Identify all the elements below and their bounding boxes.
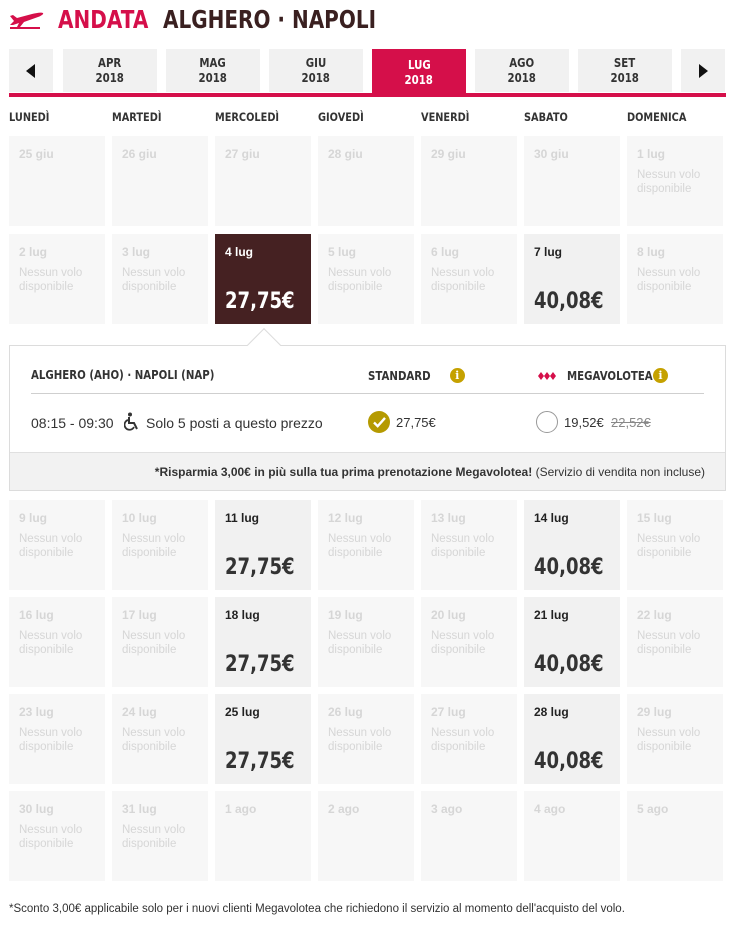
day-date: 29 lug xyxy=(637,705,672,719)
no-flight-text: Nessun volo disponibile xyxy=(19,727,83,753)
calendar-day xyxy=(318,597,414,687)
day-date: 28 lug xyxy=(534,705,569,719)
month-tab-giu[interactable] xyxy=(269,49,363,92)
day-date: 30 giu xyxy=(534,147,569,161)
day-date: 28 giu xyxy=(328,147,363,161)
day-date: 24 lug xyxy=(122,705,157,719)
chevron-right-icon xyxy=(697,64,709,78)
calendar-day xyxy=(627,136,723,226)
calendar-day xyxy=(318,500,414,590)
day-date: 3 ago xyxy=(431,802,463,816)
calendar-day xyxy=(112,597,208,687)
year-label: 2018 xyxy=(507,70,537,85)
no-flight-text: Nessun volo disponibile xyxy=(19,533,83,559)
no-flight-text: Nessun volo disponibile xyxy=(637,267,701,293)
day-date: 26 lug xyxy=(328,705,363,719)
month-selector xyxy=(9,49,726,96)
no-flight-text: Nessun volo disponibile xyxy=(19,824,83,850)
day-date: 27 lug xyxy=(431,705,466,719)
day-date: 17 lug xyxy=(122,608,157,622)
day-date: 1 ago xyxy=(225,802,257,816)
flight-time: 08:15 - 09:30 xyxy=(31,415,114,431)
month-label: MAG xyxy=(199,55,227,70)
calendar-day xyxy=(421,500,517,590)
calendar-day[interactable] xyxy=(524,694,620,784)
day-date: 31 lug xyxy=(122,802,157,816)
day-date: 25 lug xyxy=(225,705,260,719)
day-price: 27,75€ xyxy=(225,749,295,774)
calendar-day xyxy=(421,234,517,324)
seats-remaining: Solo 5 posti a questo prezzo xyxy=(146,415,323,431)
day-price: 40,08€ xyxy=(534,749,604,774)
panel-pointer-cover xyxy=(246,346,282,358)
day-date: 7 lug xyxy=(534,245,563,259)
calendar-day[interactable] xyxy=(524,234,620,324)
calendar-day xyxy=(9,234,105,324)
day-date: 2 ago xyxy=(328,802,360,816)
no-flight-text: Nessun volo disponibile xyxy=(328,727,392,753)
calendar-day xyxy=(421,694,517,784)
no-flight-text: Nessun volo disponibile xyxy=(122,727,186,753)
info-icon[interactable]: i xyxy=(653,368,668,383)
no-flight-text: Nessun volo disponibile xyxy=(122,533,186,559)
day-date: 11 lug xyxy=(225,511,260,525)
calendar-day[interactable] xyxy=(215,694,311,784)
no-flight-text: Nessun volo disponibile xyxy=(637,169,701,195)
weekday-header xyxy=(9,110,725,130)
year-label: 2018 xyxy=(95,70,125,85)
checkmark-icon xyxy=(373,417,386,428)
calendar-day xyxy=(112,234,208,324)
no-flight-text: Nessun volo disponibile xyxy=(328,533,392,559)
month-tab-lug[interactable] xyxy=(372,49,466,96)
day-date: 19 lug xyxy=(328,608,363,622)
no-flight-text: Nessun volo disponibile xyxy=(431,533,495,559)
calendar-day xyxy=(421,136,517,226)
megavolotea-label: MEGAVOLOTEA xyxy=(567,368,653,383)
day-date: 12 lug xyxy=(328,511,363,525)
calendar-day xyxy=(318,694,414,784)
no-flight-text: Nessun volo disponibile xyxy=(122,267,186,293)
no-flight-text: Nessun volo disponibile xyxy=(431,630,495,656)
standard-fare-header xyxy=(368,368,465,383)
day-date: 22 lug xyxy=(637,608,672,622)
no-flight-text: Nessun volo disponibile xyxy=(122,824,186,850)
day-date: 25 giu xyxy=(19,147,54,161)
divider xyxy=(31,393,704,394)
calendar-day xyxy=(215,791,311,881)
prev-month-button[interactable] xyxy=(9,49,53,92)
footnote: *Sconto 3,00€ applicabile solo per i nuovi clienti Megavolotea che richiedono il servizio al momento dell'acquisto del volo. xyxy=(9,903,625,915)
next-month-button[interactable] xyxy=(681,49,725,92)
day-price: 40,08€ xyxy=(534,652,604,677)
standard-label: STANDARD xyxy=(368,368,431,383)
no-flight-text: Nessun volo disponibile xyxy=(19,630,83,656)
megavolotea-old-price: 22,52€ xyxy=(611,415,651,430)
year-label: 2018 xyxy=(610,70,640,85)
weekday-label: LUNEDÌ xyxy=(9,110,50,124)
calendar-day xyxy=(421,791,517,881)
day-date: 8 lug xyxy=(637,245,666,259)
no-flight-text: Nessun volo disponibile xyxy=(431,267,495,293)
calendar-day xyxy=(627,597,723,687)
day-date: 27 giu xyxy=(225,147,260,161)
no-flight-text: Nessun volo disponibile xyxy=(637,727,701,753)
standard-fare-selected-radio[interactable] xyxy=(368,411,390,433)
calendar-day xyxy=(112,136,208,226)
no-flight-text: Nessun volo disponibile xyxy=(431,727,495,753)
calendar-day xyxy=(9,694,105,784)
flight-details-panel xyxy=(9,345,726,491)
month-label: APR xyxy=(98,55,122,70)
calendar-day xyxy=(9,500,105,590)
no-flight-text: Nessun volo disponibile xyxy=(122,630,186,656)
calendar-day[interactable] xyxy=(215,500,311,590)
calendar-day xyxy=(627,791,723,881)
calendar-day xyxy=(112,791,208,881)
month-tab-set[interactable] xyxy=(578,49,672,92)
megavolotea-fare-radio[interactable] xyxy=(536,411,558,433)
day-date: 13 lug xyxy=(431,511,466,525)
day-date: 6 lug xyxy=(431,245,460,259)
calendar-day xyxy=(215,136,311,226)
day-date: 30 lug xyxy=(19,802,54,816)
weekday-label: VENERDÌ xyxy=(421,110,470,124)
weekday-label: DOMENICA xyxy=(627,110,687,124)
day-date: 16 lug xyxy=(19,608,54,622)
no-flight-text: Nessun volo disponibile xyxy=(328,267,392,293)
day-date: 18 lug xyxy=(225,608,260,622)
day-date: 3 lug xyxy=(122,245,151,259)
day-date: 1 lug xyxy=(637,147,666,161)
no-flight-text: Nessun volo disponibile xyxy=(637,533,701,559)
day-date: 23 lug xyxy=(19,705,54,719)
calendar-day xyxy=(524,791,620,881)
day-date: 2 lug xyxy=(19,245,48,259)
day-date: 5 ago xyxy=(637,802,669,816)
megavolotea-price: 19,52€ xyxy=(564,415,604,430)
day-date: 29 giu xyxy=(431,147,466,161)
calendar-day xyxy=(627,694,723,784)
megavolotea-logo-icon xyxy=(537,370,557,382)
megavolotea-promo-banner xyxy=(10,452,725,490)
day-price: 27,75€ xyxy=(225,289,295,314)
plane-departure-icon xyxy=(8,8,46,30)
year-label: 2018 xyxy=(404,72,434,87)
calendar-day[interactable] xyxy=(215,597,311,687)
day-date: 21 lug xyxy=(534,608,569,622)
page-title-route: ALGHERO · NAPOLI xyxy=(162,4,376,34)
no-flight-text: Nessun volo disponibile xyxy=(328,630,392,656)
month-label: SET xyxy=(614,55,636,70)
chevron-left-icon xyxy=(25,64,37,78)
promo-note: (Servizio di vendita non incluse) xyxy=(532,464,705,479)
calendar-day xyxy=(9,597,105,687)
calendar-day xyxy=(421,597,517,687)
day-date: 20 lug xyxy=(431,608,466,622)
calendar-day xyxy=(627,500,723,590)
calendar-day xyxy=(524,136,620,226)
calendar-day xyxy=(112,500,208,590)
day-date: 4 lug xyxy=(225,245,254,259)
flight-route: ALGHERO (AHO) · NAPOLI (NAP) xyxy=(31,368,215,382)
promo-bold-text: *Risparmia 3,00€ in più sulla tua prima prenotazione Megavolotea! xyxy=(154,464,533,479)
page-title-andata: ANDATA xyxy=(58,4,149,34)
weekday-label: SABATO xyxy=(524,110,568,124)
wheelchair-icon xyxy=(124,412,140,431)
month-tab-mag[interactable] xyxy=(166,49,260,92)
year-label: 2018 xyxy=(198,70,228,85)
calendar-day xyxy=(112,694,208,784)
month-label: GIU xyxy=(305,55,327,70)
calendar-day[interactable] xyxy=(524,500,620,590)
month-label: LUG xyxy=(407,57,431,72)
year-label: 2018 xyxy=(301,70,331,85)
no-flight-text: Nessun volo disponibile xyxy=(637,630,701,656)
calendar-day xyxy=(9,791,105,881)
month-label: AGO xyxy=(509,55,535,70)
day-price: 40,08€ xyxy=(534,289,604,314)
calendar-day xyxy=(318,136,414,226)
day-date: 14 lug xyxy=(534,511,569,525)
calendar-day xyxy=(318,234,414,324)
day-price: 27,75€ xyxy=(225,652,295,677)
day-date: 9 lug xyxy=(19,511,48,525)
weekday-label: MERCOLEDÌ xyxy=(215,110,280,124)
standard-price: 27,75€ xyxy=(396,415,436,430)
day-price: 27,75€ xyxy=(225,555,295,580)
megavolotea-fare-header xyxy=(537,368,668,383)
page-header xyxy=(8,4,376,34)
calendar-day[interactable] xyxy=(215,234,311,324)
weekday-label: GIOVEDÌ xyxy=(318,110,364,124)
day-price: 40,08€ xyxy=(534,555,604,580)
day-date: 15 lug xyxy=(637,511,672,525)
calendar-day xyxy=(627,234,723,324)
no-flight-text: Nessun volo disponibile xyxy=(19,267,83,293)
calendar-day xyxy=(9,136,105,226)
info-icon[interactable]: i xyxy=(450,368,465,383)
day-date: 5 lug xyxy=(328,245,357,259)
month-tab-apr[interactable] xyxy=(63,49,157,92)
calendar-day xyxy=(318,791,414,881)
day-date: 10 lug xyxy=(122,511,157,525)
weekday-label: MARTEDÌ xyxy=(112,110,162,124)
month-tab-ago[interactable] xyxy=(475,49,569,92)
day-date: 4 ago xyxy=(534,802,566,816)
day-date: 26 giu xyxy=(122,147,157,161)
calendar-day[interactable] xyxy=(524,597,620,687)
